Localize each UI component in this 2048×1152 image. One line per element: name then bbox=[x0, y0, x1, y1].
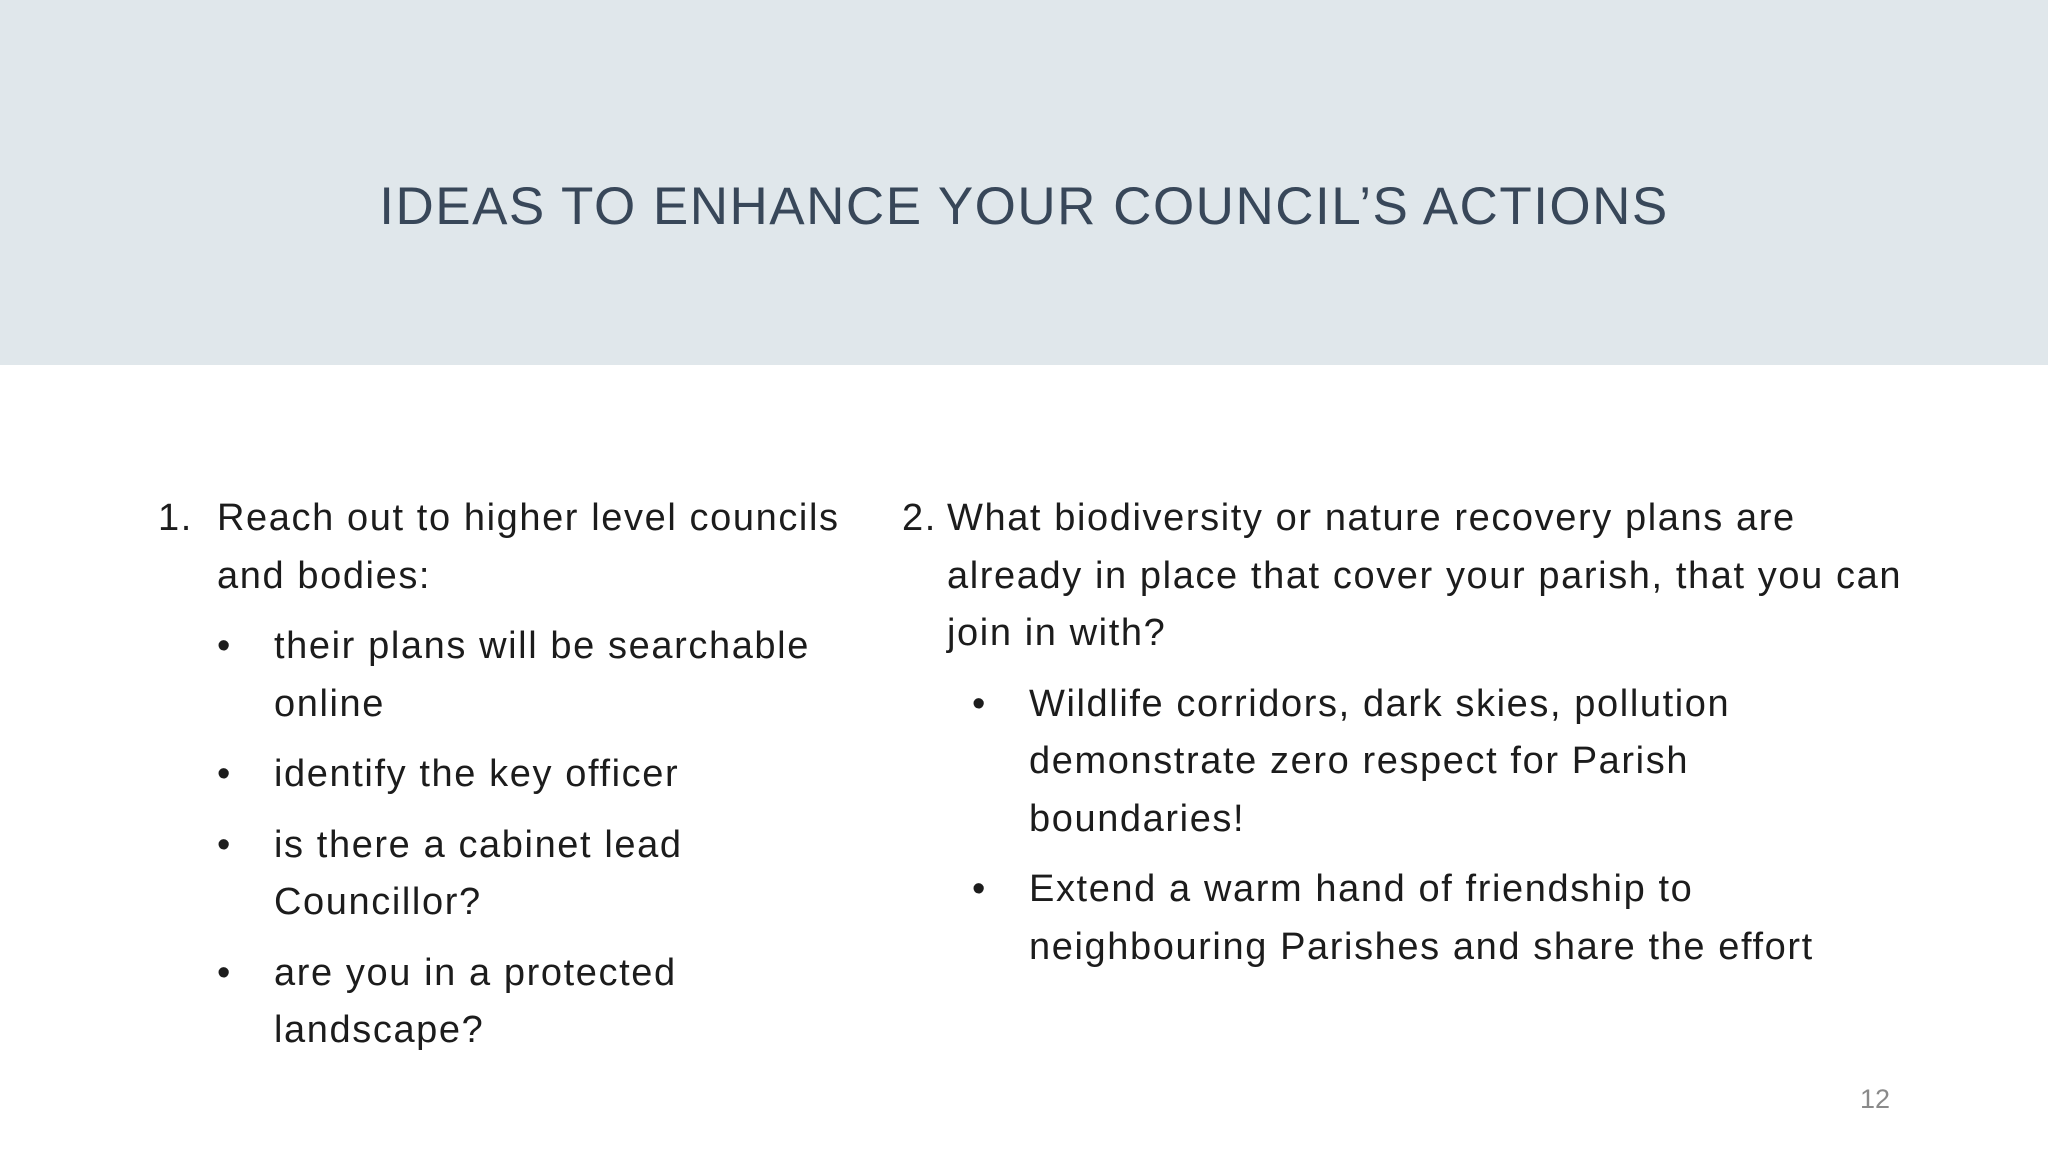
bullet-icon: • bbox=[972, 868, 987, 910]
page-number: 12 bbox=[1859, 1084, 1890, 1114]
bullet-item bbox=[972, 676, 1912, 849]
bullet-text: identify the key officer bbox=[274, 753, 680, 795]
item-heading: What biodiversity or nature recovery plans are already in place that cover your parish, that you can join in with? bbox=[947, 497, 1903, 654]
bullet-list bbox=[217, 618, 858, 1060]
bullet-text: is there a cabinet lead Councillor? bbox=[274, 823, 683, 923]
bullet-icon: • bbox=[217, 625, 232, 667]
item-heading: Reach out to higher level councils and bodies: bbox=[217, 497, 840, 597]
bullet-item bbox=[972, 861, 1912, 976]
bullet-item bbox=[217, 618, 858, 733]
right-column bbox=[902, 490, 1912, 989]
bullet-text: are you in a protected landscape? bbox=[274, 951, 677, 1051]
bullet-text: Extend a warm hand of friendship to neighbouring Parishes and share the effort bbox=[1029, 868, 1814, 968]
left-column bbox=[158, 490, 858, 1073]
bullet-item bbox=[217, 817, 858, 932]
bullet-item bbox=[217, 746, 858, 804]
bullet-list bbox=[972, 676, 1912, 977]
item-number: 1. bbox=[158, 497, 193, 539]
numbered-item-2 bbox=[902, 490, 1912, 663]
numbered-item-1 bbox=[158, 490, 858, 605]
bullet-icon: • bbox=[217, 823, 232, 866]
item-number: 2. bbox=[902, 497, 937, 539]
header-band bbox=[0, 0, 2048, 365]
bullet-icon: • bbox=[217, 951, 232, 994]
bullet-item bbox=[217, 945, 858, 1060]
bullet-icon: • bbox=[217, 753, 232, 795]
bullet-icon: • bbox=[972, 682, 987, 725]
bullet-text: their plans will be searchable online bbox=[274, 625, 810, 725]
bullet-text: Wildlife corridors, dark skies, pollution demonstrate zero respect for Parish boundaries! bbox=[1029, 682, 1731, 840]
slide-title: IDEAS TO ENHANCE YOUR COUNCIL’S ACTIONS bbox=[379, 177, 1669, 236]
